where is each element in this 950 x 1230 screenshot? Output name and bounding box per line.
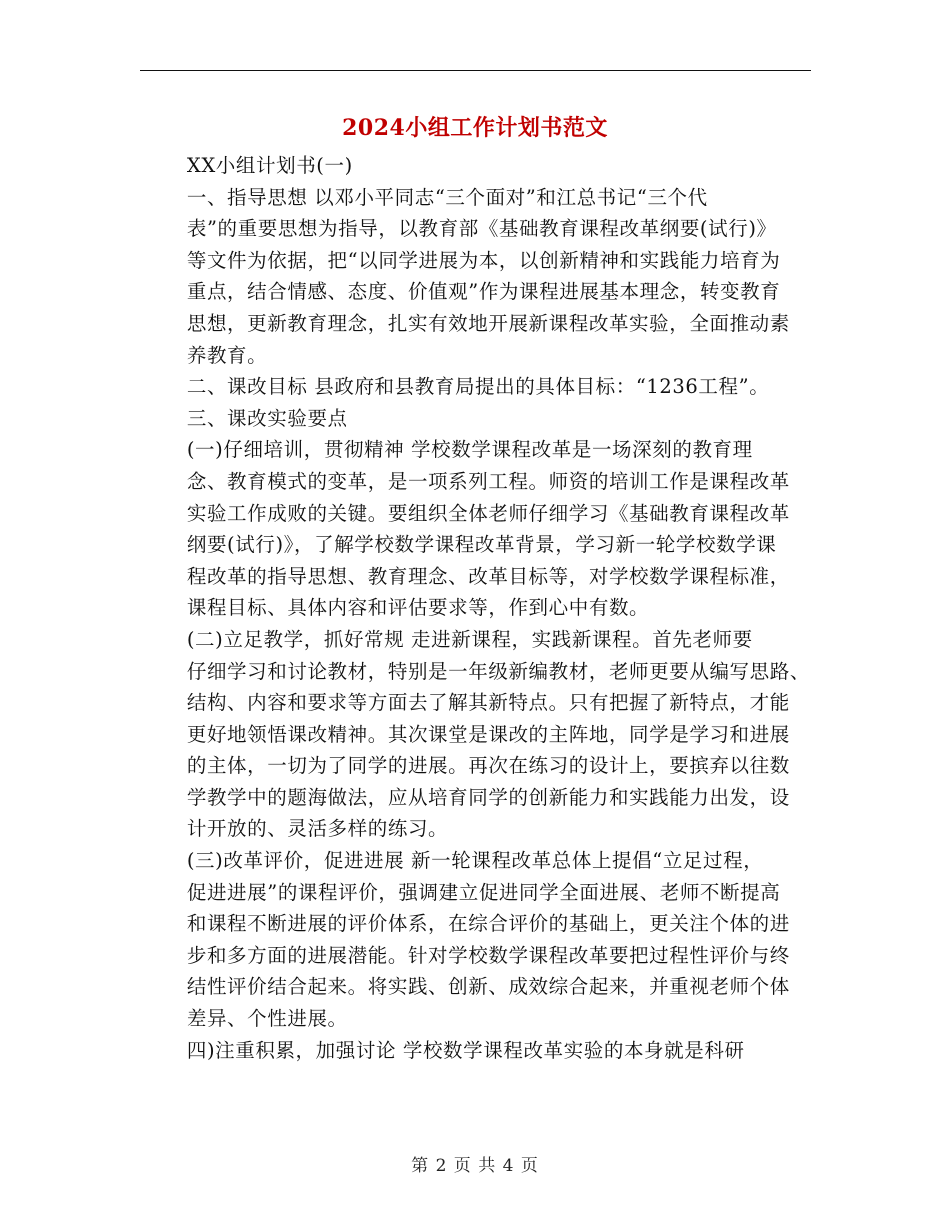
text-line: 实验工作成败的关键。要组织全体老师仔细学习《基础教育课程改革: [186, 501, 790, 525]
text-line: 等文件为依据，把“以同学进展为本，以创新精神和实践能力培育为: [186, 248, 781, 272]
text-line: 一、指导思想 以邓小平同志“三个面对”和江总书记“三个代: [186, 185, 708, 209]
page-footer: 第 2 页 共 4 页: [411, 1156, 539, 1176]
text-line: (三)改革评价，促进进展 新一轮课程改革总体上提倡“立足过程，: [186, 849, 764, 873]
text-line: XX小组计划书(一): [186, 154, 353, 177]
text-line: 结构、内容和要求等方面去了解其新特点。只有把握了新特点，才能: [186, 691, 790, 715]
text-line: 纲要(试行)》，了解学校数学课程改革背景，学习新一轮学校数学课: [186, 533, 777, 557]
paragraph: [142, 150, 832, 182]
text-line: 课程目标、具体内容和评估要求等，作到心中有数。: [186, 596, 650, 620]
header-rule: [140, 70, 811, 71]
document-body: [142, 150, 832, 1066]
text-line: 二、课改目标 县政府和县教育局提出的具体目标：“1236工程”。: [186, 375, 770, 399]
paragraph: [142, 371, 832, 403]
text-line: 学教学中的题海做法，应从培育同学的创新能力和实践能力出发，设: [186, 785, 790, 809]
text-line: (一)仔细培训，贯彻精神 学校数学课程改革是一场深刻的教育理: [186, 438, 753, 462]
text-line: 三、课改实验要点: [186, 406, 348, 430]
paragraph: [142, 182, 832, 372]
paragraph: [142, 1035, 832, 1067]
text-line: 步和多方面的进展潜能。针对学校数学课程改革要把过程性评价与终: [186, 943, 790, 967]
paragraph: [142, 403, 832, 435]
text-line: 差异、个性进展。: [186, 1007, 348, 1031]
text-line: 更好地领悟课改精神。其次课堂是课改的主阵地，同学是学习和进展: [186, 722, 790, 746]
text-line: (二)立足教学，抓好常规 走进新课程，实践新课程。首先老师要: [186, 627, 753, 651]
text-line: 四)注重积累，加强讨论 学校数学课程改革实验的本身就是科研: [186, 1038, 745, 1062]
text-line: 重点，结合情感、态度、价值观”作为课程进展基本理念，转变教育: [186, 280, 781, 304]
text-line: 仔细学习和讨论教材，特别是一年级新编教材，老师更要从编写思路、: [186, 659, 810, 683]
paragraph: [142, 624, 832, 845]
text-line: 养教育。: [186, 343, 268, 367]
paragraph: [142, 434, 832, 624]
text-line: 和课程不断进展的评价体系，在综合评价的基础上，更关注个体的进: [186, 912, 790, 936]
paragraph: [142, 845, 832, 1035]
text-line: 表”的重要思想为指导，以教育部《基础教育课程改革纲要(试行)》: [186, 217, 777, 241]
text-line: 的主体，一切为了同学的进展。再次在练习的设计上，要摈弃以往数: [186, 754, 790, 778]
document-title: 2024小组工作计划书范文: [342, 115, 608, 141]
text-line: 程改革的指导思想、教育理念、改革目标等，对学校数学课程标准，: [186, 564, 790, 588]
text-line: 思想，更新教育理念，扎实有效地开展新课程改革实验，全面推动素: [186, 311, 790, 335]
text-line: 结性评价结合起来。将实践、创新、成效综合起来，并重视老师个体: [186, 975, 790, 999]
text-line: 促进进展”的课程评价，强调建立促进同学全面进展、老师不断提高: [186, 880, 781, 904]
text-line: 念、教育模式的变革，是一项系列工程。师资的培训工作是课程改革: [186, 469, 790, 493]
text-line: 计开放的、灵活多样的练习。: [186, 817, 449, 841]
